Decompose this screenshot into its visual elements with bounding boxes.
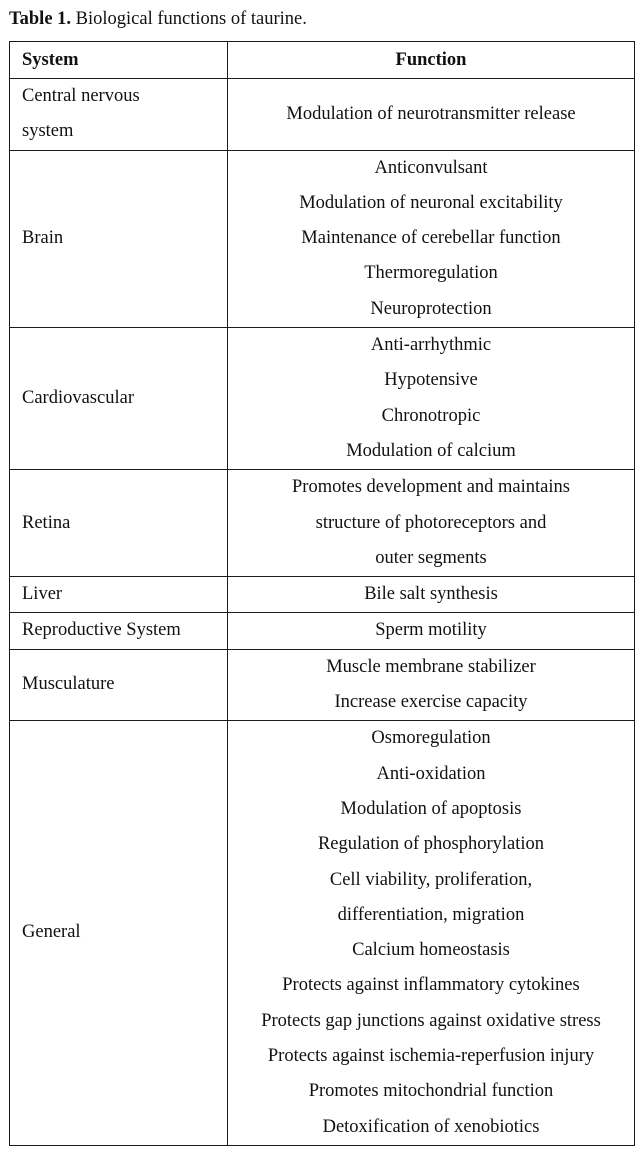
function-item: Promotes mitochondrial function <box>308 1081 554 1102</box>
function-item: Anticonvulsant <box>374 157 488 178</box>
function-item: Promotes development and maintains structure of photoreceptors and outer segments <box>292 477 570 568</box>
caption-label: Table 1. <box>9 9 72 29</box>
column-header-function: Function <box>228 42 635 79</box>
function-item: Thermoregulation <box>364 263 498 284</box>
function-item: Protects gap junctions against oxidative stress <box>261 1010 601 1031</box>
function-item: Cell viability, proliferation, differentiation, migration <box>329 869 533 925</box>
function-item: Regulation of phosphorylation <box>317 834 545 855</box>
table-row <box>10 721 635 1146</box>
function-cell <box>228 328 635 470</box>
function-item: Protects against inflammatory cytokines <box>282 975 580 996</box>
header-row <box>10 42 635 79</box>
function-item: Modulation of neuronal excitability <box>299 192 563 213</box>
function-item: Anti-arrhythmic <box>370 335 492 356</box>
system-cell: Reproductive System <box>10 613 228 649</box>
function-item: Modulation of apoptosis <box>340 798 522 819</box>
function-item: Neuroprotection <box>370 298 492 319</box>
function-item: Calcium homeostasis <box>352 940 510 961</box>
table-row <box>10 577 635 613</box>
system-cell: Brain <box>10 150 228 327</box>
function-item: Modulation of neurotransmitter release <box>286 103 576 124</box>
table-row <box>10 470 635 577</box>
function-cell <box>228 721 635 1146</box>
function-cell <box>228 150 635 327</box>
function-cell <box>228 613 635 649</box>
function-item: Hypotensive <box>384 370 478 391</box>
table-row <box>10 150 635 327</box>
column-header-system: System <box>10 42 228 79</box>
system-cell: Liver <box>10 577 228 613</box>
table-row <box>10 328 635 470</box>
function-item: Osmoregulation <box>371 728 491 749</box>
function-item: Maintenance of cerebellar function <box>301 228 561 249</box>
taurine-functions-table <box>9 41 635 1146</box>
function-item: Chronotropic <box>381 405 481 426</box>
function-item: Bile salt synthesis <box>364 584 498 605</box>
system-cell: Retina <box>10 470 228 577</box>
function-item: Protects against ischemia-reperfusion injury <box>267 1046 595 1067</box>
function-cell <box>228 577 635 613</box>
function-item: Modulation of calcium <box>346 440 516 461</box>
table-row <box>10 79 635 151</box>
system-cell: Central nervous system <box>10 79 228 151</box>
function-cell <box>228 470 635 577</box>
caption-text: Biological functions of taurine. <box>75 9 307 29</box>
function-cell <box>228 649 635 721</box>
system-cell: General <box>10 721 228 1146</box>
function-item: Muscle membrane stabilizer <box>326 656 536 677</box>
function-item: Anti-oxidation <box>376 763 486 784</box>
table-row <box>10 649 635 721</box>
function-item: Sperm motility <box>375 620 487 641</box>
function-item: Detoxification of xenobiotics <box>322 1116 540 1137</box>
system-cell: Cardiovascular <box>10 328 228 470</box>
table-caption <box>9 7 307 31</box>
function-cell <box>228 79 635 151</box>
system-cell: Musculature <box>10 649 228 721</box>
function-item: Increase exercise capacity <box>334 692 528 713</box>
table-row <box>10 613 635 649</box>
